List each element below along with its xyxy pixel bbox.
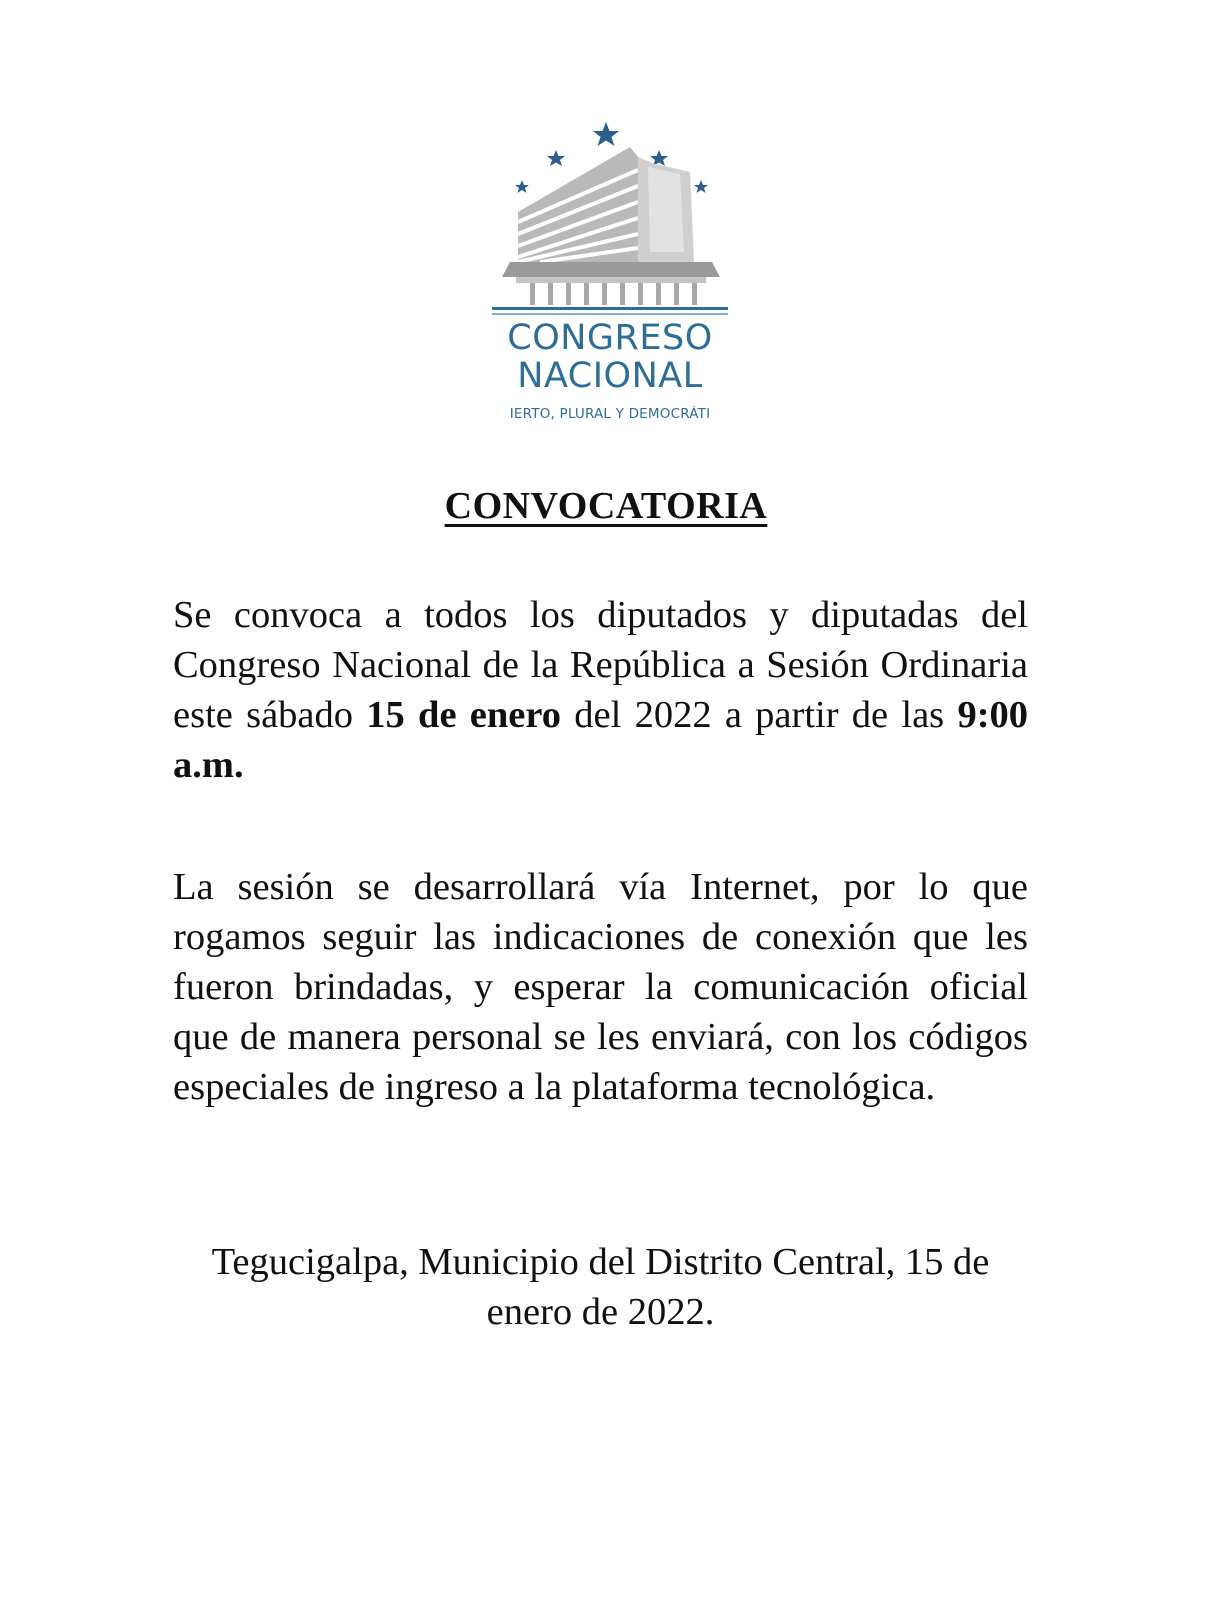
paragraph1-text-start: Se convoca a todos los diputados y diputadas del Congreso Nacional de la República a Sesión Ordinaria este sábado — [173, 594, 1028, 736]
star-icon — [694, 180, 708, 193]
congreso-nacional-logo — [480, 112, 740, 430]
place-and-date: Tegucigalpa, Municipio del Distrito Central, 15 de enero de 2022. — [211, 1241, 990, 1333]
logo-text-congreso: CONGRESO — [507, 318, 713, 358]
logo-tagline: IERTO, PLURAL Y DEMOCRÁTI — [509, 406, 711, 422]
star-icon — [593, 122, 619, 146]
document-title: CONVOCATORIA — [444, 485, 768, 527]
building-stars-icon — [480, 112, 740, 322]
star-icon — [547, 150, 565, 166]
paragraph1-text-middle: del 2022 a partir de las — [561, 694, 958, 736]
star-icon — [515, 180, 529, 193]
connection-paragraph: La sesión se desarrollará vía Internet, por lo que rogamos seguir las indicaciones de conexión que les fueron brindadas, y esperar la comunicación oficial que de manera personal se les enviará, con los códigos especiales de ingreso a la plataforma tecnológica. — [173, 866, 1028, 1108]
session-time: 9:00 a.m. — [173, 694, 1029, 786]
convocation-paragraph — [173, 590, 1028, 790]
session-date: 15 de enero — [366, 694, 562, 736]
logo-text-nacional: NACIONAL — [517, 356, 703, 396]
